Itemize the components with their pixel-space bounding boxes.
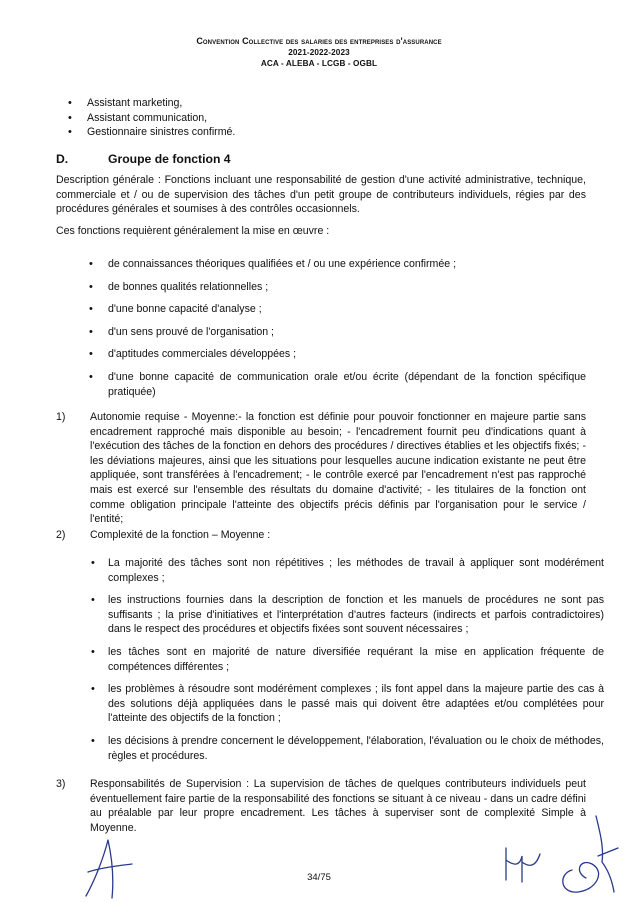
item-number: 3) <box>56 778 66 790</box>
requirements-intro: Ces fonctions requièrent généralement la mise en œuvre : <box>56 225 330 237</box>
criterion-complexity <box>56 528 586 543</box>
list-item: • de connaissances théoriques qualifiées et / ou une expérience confirmée ; <box>108 257 586 272</box>
list-item: • les problèmes à résoudre sont modérément complexes ; ils font appel dans la majeure partie des cas à des solutions déjà appliquées dans le passé mais qui doivent être adaptées et/ou complétées pour l'atteinte des objectifs de la fonction ; <box>108 682 604 726</box>
function-examples-list <box>56 96 586 140</box>
list-item: • les instructions fournies dans la description de fonction et les manuels de procédures ne sont pas suffisants ; la prise d'initiatives et l'interprétation d'autres facteurs (indirects et parfois contradictoires) dans le respect des procédures et objectifs fixées sont souvent nécessaires ; <box>108 593 604 637</box>
item-text: Autonomie requise - Moyenne:- la fonction est définie pour pouvoir fonctionner en majeure partie sans encadrement rapproché mais disponible au besoin; - l'encadrement fournit peu d'indications quant à l'exécution des tâches de la fonction en dehors des procédures / directives établies et les objectifs fixés; - les déviations majeures, ainsi que les situations pour lesquelles aucune indication existante ne peut être appliquée, sont transférées à l'encadrement; - le contrôle exercé par l'encadrement n'est pas rapproché mais est exercé sur l'ensemble des résultats du domaine d'activité; - les titulaires de la fonction ont comme obligation principale l'atteinte des objectifs précis définis par l'organisation pour le service / l'entité; <box>90 411 586 526</box>
list-item: • de bonnes qualités relationnelles ; <box>108 280 586 295</box>
complexity-list <box>90 556 604 771</box>
list-item: • d'un sens prouvé de l'organisation ; <box>108 325 586 340</box>
list-item: • d'aptitudes commerciales développées ; <box>108 347 586 362</box>
list-item: • d'une bonne capacité d'analyse ; <box>108 302 586 317</box>
criterion-autonomy <box>56 410 586 527</box>
criterion-supervision <box>56 777 586 835</box>
page-number: 34/75 <box>307 872 331 883</box>
list-item: • d'une bonne capacité de communication orale et/ou écrite (dépendant de la fonction spécifique pratiquée) <box>108 370 586 399</box>
list-item: • Gestionnaire sinistres confirmé. <box>87 125 586 140</box>
list-item: • La majorité des tâches sont non répétitives ; les méthodes de travail à appliquer sont modérément complexes ; <box>108 556 604 585</box>
section-heading <box>56 152 231 166</box>
header-parties: ACA - ALEBA - LCGB - OGBL <box>260 59 378 68</box>
requirements-list <box>56 257 586 407</box>
document-header <box>0 36 638 69</box>
item-text: Responsabilités de Supervision : La supervision de tâches de quelques contributeurs individuels peut éventuellement faire partie de la responsabilité des fonctions se situant à ce niveau - dans un cadre défini au préalable par leur propre encadrement. Les tâches à superviser sont de complexité Simple à Moyenne. <box>90 778 586 834</box>
section-letter: D. <box>56 152 69 166</box>
list-item: • Assistant marketing, <box>87 96 586 111</box>
signature-initials-right <box>552 812 622 900</box>
item-text: Complexité de la fonction – Moyenne : <box>90 529 271 541</box>
general-description: Description générale : Fonctions incluant une responsabilité de gestion d'une activité administrative, technique, commerciale et / ou de supervision des tâches d'un petit groupe de contributeurs individuels, régies par des procédures générales et soumises à des contrôles occasionnels. <box>56 174 586 216</box>
list-item: • les décisions à prendre concernent le développement, l'élaboration, l'évaluation ou le choix de méthodes, règles et procédures. <box>108 734 604 763</box>
section-title: Groupe de fonction 4 <box>108 152 231 166</box>
item-number: 2) <box>56 529 66 541</box>
header-years: 2021-2022-2023 <box>288 48 350 57</box>
item-number: 1) <box>56 411 66 423</box>
list-item: • les tâches sont en majorité de nature diversifiée requérant la mise en application fréquente de compétences différentes ; <box>108 645 604 674</box>
header-title: Convention Collective des salaries des entreprises d'assurance <box>196 36 442 46</box>
signature-initials-middle <box>500 836 550 886</box>
signature-initials-left <box>78 838 138 902</box>
list-item: • Assistant communication, <box>87 111 586 126</box>
